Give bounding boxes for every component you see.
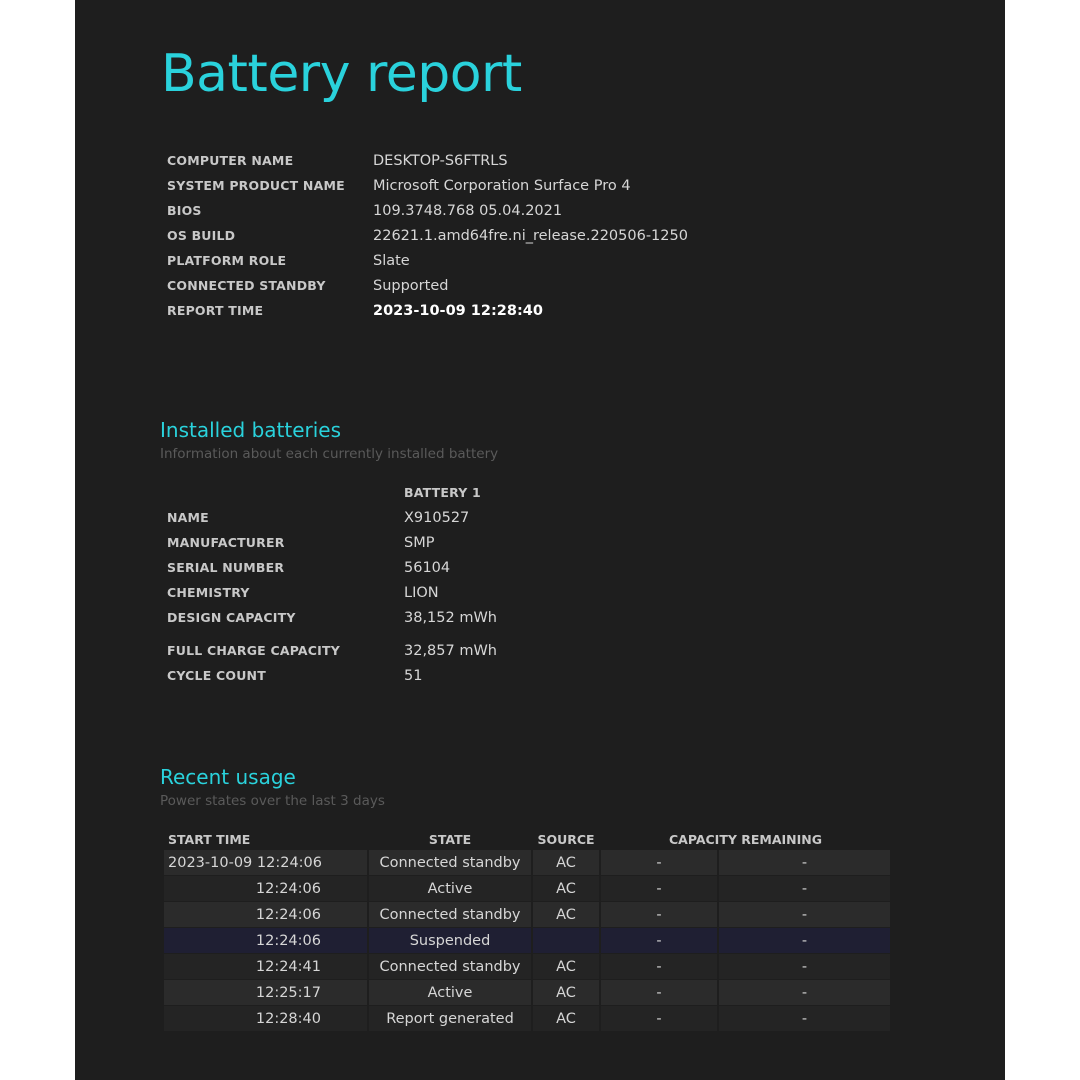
info-value: 22621.1.amd64fre.ni_release.220506-1250: [373, 227, 688, 244]
info-row-report-time: [167, 298, 688, 323]
info-label: CONNECTED STANDBY: [167, 278, 326, 293]
column-header-start-time: START TIME: [168, 831, 251, 847]
source-cell: AC: [533, 850, 599, 876]
battery-label: CHEMISTRY: [167, 585, 250, 600]
start-time-cell: 12:24:06: [164, 876, 367, 902]
battery-label: MANUFACTURER: [167, 535, 285, 550]
capacity-mwh-cell: -: [719, 1006, 890, 1032]
battery-value: LION: [404, 584, 439, 601]
start-time-cell: 12:24:06: [164, 928, 367, 954]
table-row: [164, 1006, 890, 1032]
info-row-platform-role: [167, 248, 688, 273]
info-value: DESKTOP-S6FTRLS: [373, 152, 508, 169]
column-header-source: SOURCE: [537, 831, 595, 847]
info-value: 109.3748.768 05.04.2021: [373, 202, 563, 219]
battery-row-manufacturer: [167, 530, 641, 555]
state-cell: Active: [369, 876, 531, 902]
info-value: Microsoft Corporation Surface Pro 4: [373, 177, 631, 194]
capacity-mwh-cell: -: [719, 928, 890, 954]
capacity-mwh-cell: -: [719, 850, 890, 876]
installed-batteries-subtitle: Information about each currently installed battery: [160, 446, 499, 462]
state-cell: Report generated: [369, 1006, 531, 1032]
capacity-percent-cell: -: [601, 928, 717, 954]
start-time-cell: 12:25:17: [164, 980, 367, 1006]
battery-value: 56104: [404, 559, 451, 576]
capacity-percent-cell: -: [601, 954, 717, 980]
source-cell: AC: [533, 980, 599, 1006]
battery-label: FULL CHARGE CAPACITY: [167, 643, 340, 658]
info-label: PLATFORM ROLE: [167, 253, 287, 268]
source-cell: AC: [533, 876, 599, 902]
table-row: [164, 902, 890, 928]
capacity-percent-cell: -: [601, 876, 717, 902]
usage-header-row: [164, 828, 890, 850]
info-value: Slate: [373, 252, 410, 269]
state-cell: Suspended: [369, 928, 531, 954]
capacity-mwh-cell: -: [719, 980, 890, 1006]
recent-usage-heading: Recent usage: [160, 765, 296, 789]
installed-batteries-heading: Installed batteries: [160, 418, 342, 442]
info-value: Supported: [373, 277, 449, 294]
start-time-cell: 12:28:40: [164, 1006, 367, 1032]
start-time-cell: 2023-10-09 12:24:06: [164, 850, 367, 876]
source-cell: [533, 928, 599, 954]
info-label: OS BUILD: [167, 228, 236, 243]
table-row-suspended: [164, 928, 890, 954]
page-title: Battery report: [161, 44, 522, 104]
info-row-connected-standby: [167, 273, 688, 298]
state-cell: Connected standby: [369, 954, 531, 980]
source-cell: AC: [533, 954, 599, 980]
info-label: BIOS: [167, 203, 202, 218]
capacity-percent-cell: -: [601, 850, 717, 876]
battery-row-cycle-count: [167, 663, 641, 688]
capacity-percent-cell: -: [601, 980, 717, 1006]
battery-label: SERIAL NUMBER: [167, 560, 285, 575]
state-cell: Connected standby: [369, 850, 531, 876]
battery-value: SMP: [404, 534, 435, 551]
battery-column-header: BATTERY 1: [404, 485, 481, 500]
battery-value: 51: [404, 667, 423, 684]
battery-value: X910527: [404, 509, 470, 526]
info-row-os-build: [167, 223, 688, 248]
state-cell: Active: [369, 980, 531, 1006]
battery-label: NAME: [167, 510, 209, 525]
info-label: SYSTEM PRODUCT NAME: [167, 178, 345, 193]
battery-header-row: [167, 480, 641, 505]
battery-row-chemistry: [167, 580, 641, 605]
battery-row-full-charge-capacity: [167, 630, 641, 663]
table-row: [164, 980, 890, 1006]
table-row: [164, 876, 890, 902]
capacity-mwh-cell: -: [719, 876, 890, 902]
column-header-capacity-remaining: CAPACITY REMAINING: [668, 831, 823, 847]
battery-value: 32,857 mWh: [404, 642, 497, 659]
capacity-mwh-cell: -: [719, 902, 890, 928]
capacity-percent-cell: -: [601, 1006, 717, 1032]
info-row-computer-name: [167, 148, 688, 173]
info-label: REPORT TIME: [167, 303, 264, 318]
battery-label: CYCLE COUNT: [167, 668, 266, 683]
source-cell: AC: [533, 1006, 599, 1032]
recent-usage-subtitle: Power states over the last 3 days: [160, 793, 385, 809]
battery-label: DESIGN CAPACITY: [167, 610, 296, 625]
state-cell: Connected standby: [369, 902, 531, 928]
battery-report-page: [75, 0, 1005, 1080]
battery-value: 38,152 mWh: [404, 609, 497, 626]
battery-row-serial-number: [167, 555, 641, 580]
capacity-mwh-cell: -: [719, 954, 890, 980]
info-value: 2023-10-09 12:28:40: [373, 302, 543, 319]
system-info-table: [167, 148, 688, 323]
info-row-bios: [167, 198, 688, 223]
recent-usage-table: [162, 828, 892, 1032]
start-time-cell: 12:24:06: [164, 902, 367, 928]
battery-row-design-capacity: [167, 605, 641, 630]
source-cell: AC: [533, 902, 599, 928]
start-time-cell: 12:24:41: [164, 954, 367, 980]
battery-table: [167, 480, 641, 688]
column-header-state: STATE: [428, 831, 472, 847]
table-row: [164, 954, 890, 980]
info-row-system-product-name: [167, 173, 688, 198]
info-label: COMPUTER NAME: [167, 153, 294, 168]
capacity-percent-cell: -: [601, 902, 717, 928]
battery-row-name: [167, 505, 641, 530]
table-row: [164, 850, 890, 876]
